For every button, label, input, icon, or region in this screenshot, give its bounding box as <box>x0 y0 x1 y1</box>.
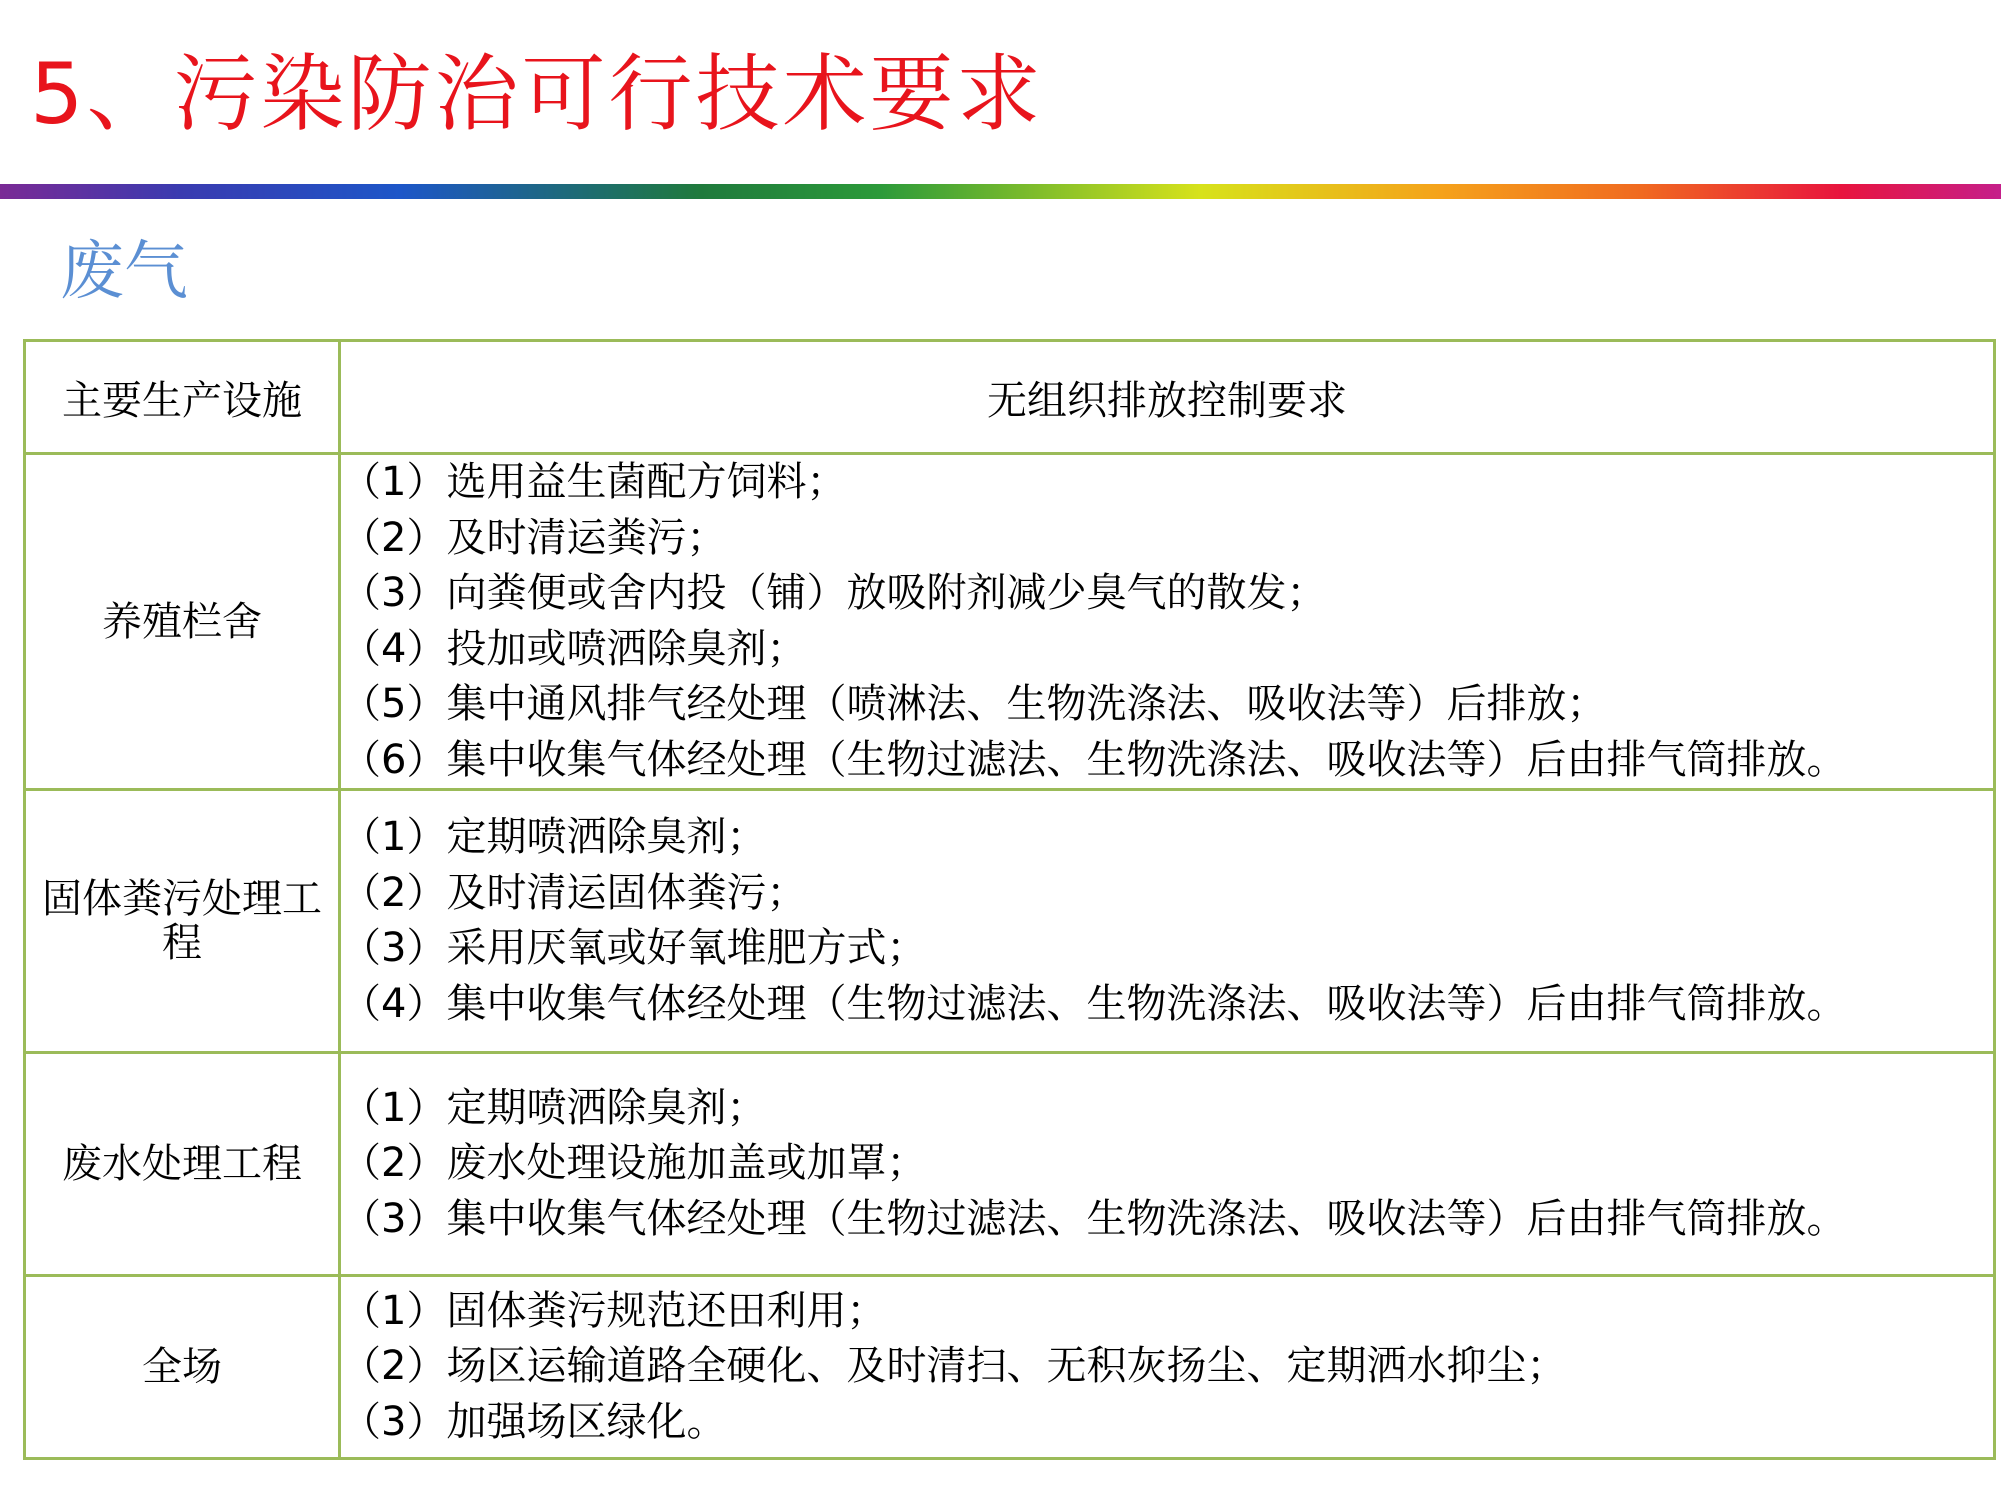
header-requirements: 无组织排放控制要求 <box>340 341 1995 454</box>
header-facility: 主要生产设施 <box>25 341 340 454</box>
requirement-item: （1）选用益生菌配方饲料； <box>341 459 847 505</box>
requirements-cell <box>340 790 1995 1053</box>
table-row <box>25 1276 1995 1459</box>
requirement-item: （2）场区运输道路全硬化、及时清扫、无积灰扬尘、定期洒水抑尘； <box>341 1343 1567 1390</box>
section-heading: 废气 <box>60 235 188 309</box>
requirement-item: （2）废水处理设施加盖或加罩； <box>341 1140 927 1187</box>
requirement-item: （2）及时清运固体粪污； <box>341 869 807 916</box>
table-row <box>25 790 1995 1053</box>
requirement-item: （5）集中通风排气经处理（喷淋法、生物洗涤法、吸收法等）后排放； <box>341 681 1607 727</box>
requirement-item: （3）集中收集气体经处理（生物过滤法、生物洗涤法、吸收法等）后由排气筒排放。 <box>341 1195 1847 1242</box>
requirement-item: （3）向粪便或舍内投（铺）放吸附剂减少臭气的散发； <box>341 570 1327 616</box>
requirement-item: （4）投加或喷洒除臭剂； <box>341 625 807 672</box>
facility-cell: 废水处理工程 <box>25 1053 340 1276</box>
requirement-item: （1）固体粪污规范还田利用； <box>341 1287 887 1334</box>
requirements-cell <box>340 1276 1995 1459</box>
requirements-list <box>341 1284 1993 1451</box>
requirement-item: （6）集中收集气体经处理（生物过滤法、生物洗涤法、吸收法等）后由排气筒排放。 <box>341 736 1847 783</box>
table-row <box>25 454 1995 790</box>
requirements-list <box>341 810 1993 1032</box>
rainbow-divider <box>0 184 2001 199</box>
requirement-item: （4）集中收集气体经处理（生物过滤法、生物洗涤法、吸收法等）后由排气筒排放。 <box>341 980 1847 1027</box>
requirement-item: （3）采用厌氧或好氧堆肥方式； <box>341 925 927 971</box>
facility-cell: 全场 <box>25 1276 340 1459</box>
requirements-list <box>341 455 1993 788</box>
requirements-cell <box>340 1053 1995 1276</box>
table-header-row <box>25 341 1995 454</box>
requirement-item: （1）定期喷洒除臭剂； <box>341 814 767 860</box>
slide-title: 5、污染防治可行技术要求 <box>30 45 1044 143</box>
table-row <box>25 1053 1995 1276</box>
requirements-list <box>341 1081 1993 1248</box>
requirement-item: （2）及时清运粪污； <box>341 514 727 561</box>
requirements-cell <box>340 454 1995 790</box>
facility-cell: 固体粪污处理工程 <box>25 790 340 1053</box>
requirements-table <box>23 339 1996 1460</box>
requirement-item: （1）定期喷洒除臭剂； <box>341 1084 767 1131</box>
facility-cell: 养殖栏舍 <box>25 454 340 790</box>
requirement-item: （3）加强场区绿化。 <box>341 1398 727 1445</box>
